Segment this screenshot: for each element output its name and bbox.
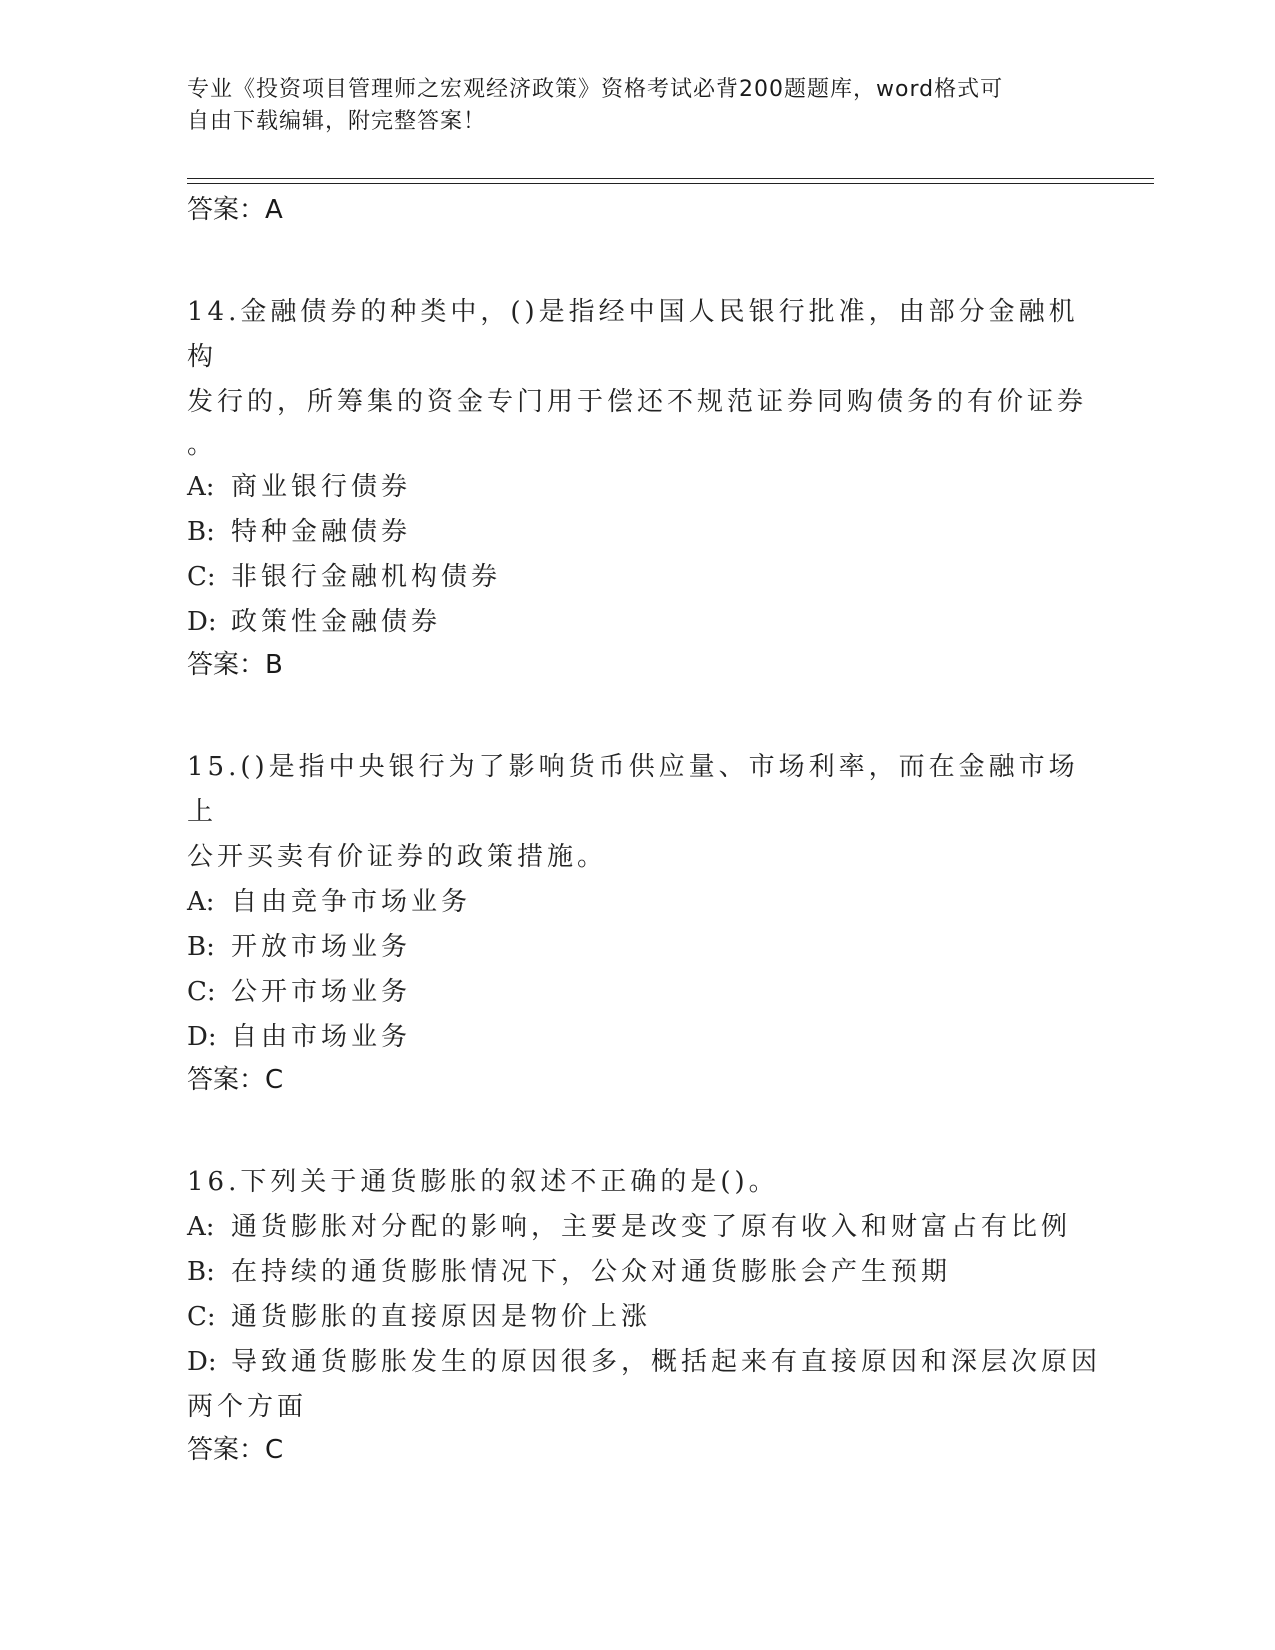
option-a: A: 通货膨胀对分配的影响，主要是改变了原有收入和财富占有比例 (187, 1212, 1072, 1242)
option-a: A: 自由竞争市场业务 (187, 887, 472, 917)
header-line-1: 专业《投资项目管理师之宏观经济政策》资格考试必背200题题库，word格式可 (187, 77, 1004, 102)
question-line: 15.()是指中央银行为了影响货币供应量、市场利率，而在金融市场上 (187, 752, 1079, 827)
question-line: 14.金融债券的种类中，()是指经中国人民银行批准，由部分金融机构 (187, 297, 1079, 372)
option-b: B: 在持续的通货膨胀情况下，公众对通货膨胀会产生预期 (187, 1257, 952, 1287)
answer-label: 答案：C (187, 1435, 284, 1465)
question-line: 发行的，所筹集的资金专门用于偿还不规范证券同购债务的有价证券 (187, 387, 1088, 417)
answer-label: 答案：C (187, 1065, 284, 1095)
answer-label: 答案：A (187, 195, 283, 225)
question-text (187, 745, 1087, 880)
header-divider (187, 178, 1154, 184)
option-b: B: 特种金融债券 (187, 517, 412, 547)
option-c: C: 公开市场业务 (187, 977, 412, 1007)
question-item (187, 290, 1087, 683)
question-text (187, 290, 1087, 465)
question-line: 16.下列关于通货膨胀的叙述不正确的是()。 (187, 1167, 779, 1197)
option-c: C: 非银行金融机构债券 (187, 562, 502, 592)
option-b: B: 开放市场业务 (187, 932, 412, 962)
question-list (187, 192, 1102, 1468)
answer-label: 答案：B (187, 650, 283, 680)
option-c: C: 通货膨胀的直接原因是物价上涨 (187, 1302, 652, 1332)
question-text (187, 1160, 1087, 1205)
option-d: D: 自由市场业务 (187, 1022, 412, 1052)
option-d-continuation: 两个方面 (187, 1392, 308, 1422)
option-d: D: 政策性金融债券 (187, 607, 442, 637)
option-a: A: 商业银行债券 (187, 472, 412, 502)
page-header (187, 74, 1067, 138)
question-item (187, 1160, 1102, 1468)
header-line-2: 自由下载编辑，附完整答案！ (187, 109, 487, 134)
option-d: D: 导致通货膨胀发生的原因很多，概括起来有直接原因和深层次原因 (187, 1347, 1102, 1377)
question-line: 公开买卖有价证券的政策措施。 (187, 842, 608, 872)
question-line: 。 (187, 430, 218, 460)
question-item (187, 745, 1087, 1098)
